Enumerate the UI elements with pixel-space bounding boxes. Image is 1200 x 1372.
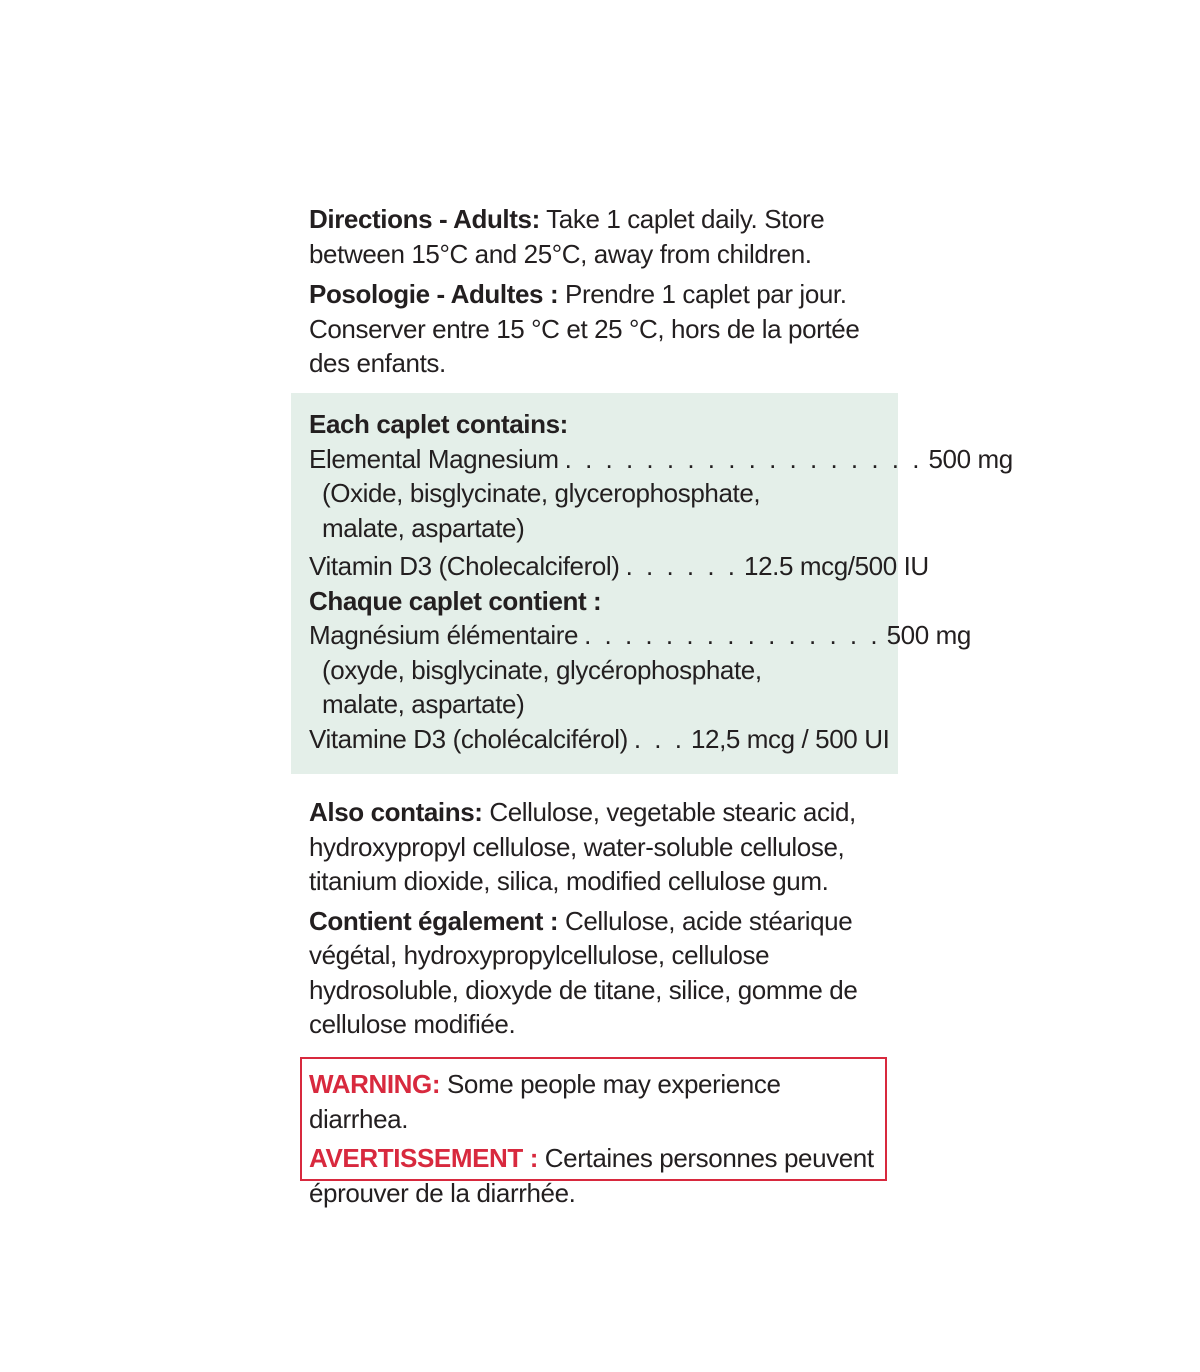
also-contains-fr	[309, 904, 889, 1042]
ingredient-row-magnesium-fr	[309, 618, 971, 653]
warning-en-heading: WARNING:	[309, 1069, 441, 1099]
warning-en	[309, 1067, 879, 1136]
directions-en-text: Take 1 caplet daily. Store between 15°C and 25°C, away from children.	[309, 204, 825, 269]
ingredient-sources: (oxyde, bisglycinate, glycérophosphate,	[322, 654, 762, 685]
directions-en	[309, 202, 889, 271]
also-contains-en-heading: Also contains:	[309, 797, 483, 827]
dot-leader: . . .	[633, 723, 685, 754]
dot-leader: . . . . . . . . . . . . . . . . . .	[564, 443, 923, 474]
directions-en-heading: Directions - Adults:	[309, 204, 540, 234]
directions-fr	[309, 277, 889, 381]
ingredient-amount: 500 mg	[928, 443, 1013, 474]
warning-section	[309, 1067, 879, 1210]
warning-fr-heading: AVERTISSEMENT :	[309, 1143, 538, 1173]
ingredient-amount: 12.5 mcg/500 IU	[744, 551, 929, 581]
ingredient-amount: 500 mg	[886, 620, 971, 650]
ingredient-sources: (Oxide, bisglycinate, glycerophosphate,	[322, 478, 761, 508]
ingredient-row-vitamin-d3-en	[309, 549, 929, 584]
ingredient-row-magnesium-en	[309, 442, 1013, 477]
ingredient-sources: malate, aspartate)	[322, 512, 525, 543]
also-contains-fr-heading: Contient également :	[309, 905, 559, 936]
ingredient-name: Vitamin D3 (Cholecalciferol)	[309, 551, 620, 581]
ingredient-row-vitamin-d3-fr	[309, 722, 890, 757]
also-contains-fr-text: Cellulose, acide stéarique végétal, hydroxypropylcellulose, cellulose hydrosoluble, dioxyde de titane, silice, gomme de cellulose modifiée.	[309, 905, 858, 1039]
ingredient-name: Magnésium élémentaire	[309, 620, 579, 650]
directions-fr-heading: Posologie - Adultes :	[309, 279, 559, 309]
ingredient-name: Elemental Magnesium	[309, 443, 559, 474]
directions-fr-text: Prendre 1 caplet par jour. Conserver entre 15 °C et 25 °C, hors de la portée des enfants.	[309, 279, 860, 378]
ingredients-en-heading: Each caplet contains:	[309, 409, 568, 439]
ingredients-section	[309, 407, 1013, 756]
ingredients-fr-heading: Chaque caplet contient :	[309, 585, 602, 616]
dot-leader: . . . . . .	[625, 551, 739, 581]
ingredient-amount: 12,5 mcg / 500 UI	[690, 723, 890, 754]
also-contains-en	[309, 795, 889, 899]
also-contains-en-text: Cellulose, vegetable stearic acid, hydroxypropyl cellulose, water-soluble cellulose, titanium dioxide, silica, modified cellulose gum.	[309, 797, 856, 896]
warning-fr-text: Certaines personnes peuvent éprouver de la diarrhée.	[309, 1143, 874, 1208]
dot-leader: . . . . . . . . . . . . . . .	[584, 620, 881, 650]
warning-fr	[309, 1141, 879, 1210]
directions-section	[309, 202, 889, 381]
warning-en-text: Some people may experience diarrhea.	[309, 1069, 781, 1134]
ingredient-name: Vitamine D3 (cholécalciférol)	[309, 723, 628, 754]
also-contains-section	[309, 795, 889, 1042]
ingredient-sources: malate, aspartate)	[322, 689, 525, 719]
